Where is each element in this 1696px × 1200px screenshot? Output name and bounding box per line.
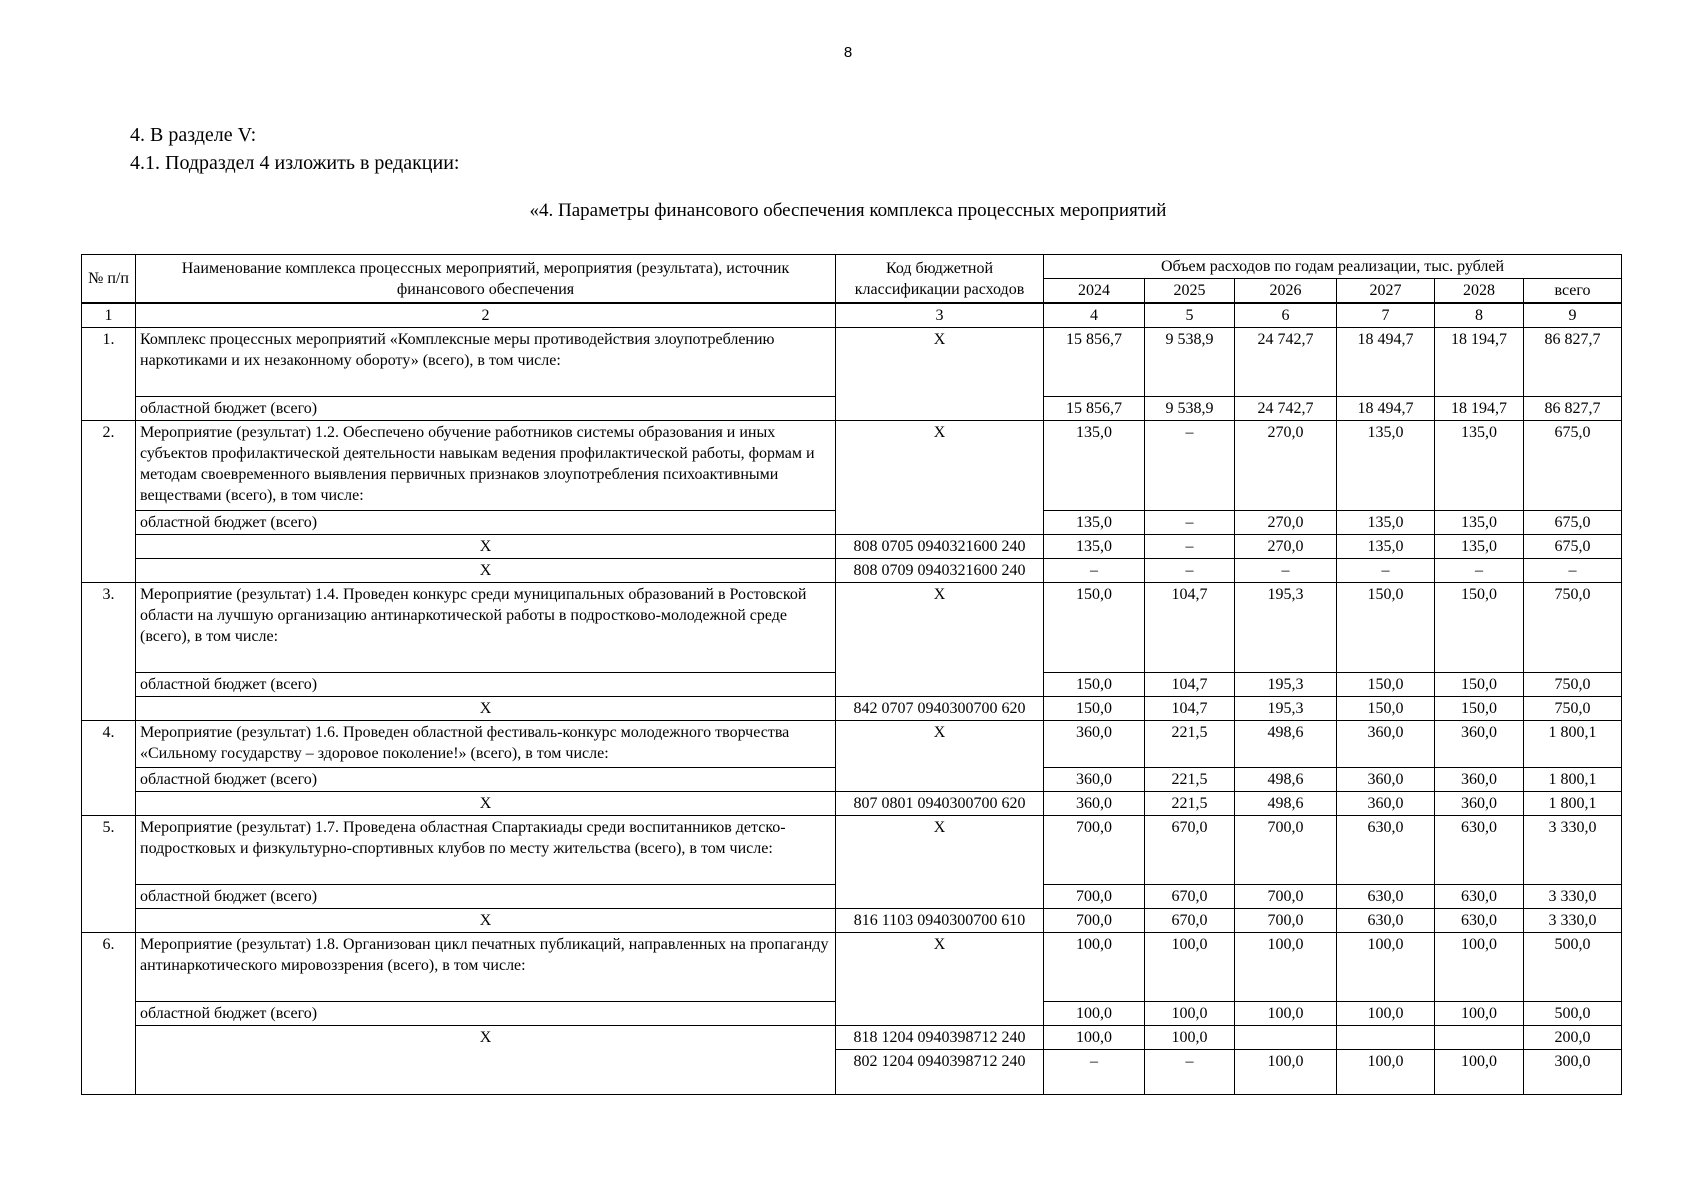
- value-2025: 221,5: [1145, 721, 1235, 768]
- row-name: Мероприятие (результат) 1.2. Обеспечено обучение работников системы образования и иных субъектов профилактической деятельности навыкам ведения профилактической работы, формам и методам своевременного выявления первичных признаков злоупотребления психоактивными веществами (всего), в том числе:: [136, 421, 836, 511]
- table-row: [82, 816, 1622, 885]
- value-total: 1 800,1: [1524, 768, 1622, 792]
- value-2024: 100,0: [1044, 1026, 1145, 1050]
- row-name: Мероприятие (результат) 1.8. Организован цикл печатных публикаций, направленных на пропаганду антинаркотического мировоззрения (всего), в том числе:: [136, 933, 836, 1002]
- value-2027: 100,0: [1337, 933, 1435, 1002]
- value-total: 675,0: [1524, 421, 1622, 511]
- value-2027: 630,0: [1337, 885, 1435, 909]
- row-number: 1.: [82, 328, 136, 421]
- value-2027: 150,0: [1337, 583, 1435, 673]
- value-2026: 498,6: [1235, 721, 1337, 768]
- value-2025: 104,7: [1145, 583, 1235, 673]
- value-2026: 195,3: [1235, 673, 1337, 697]
- value-2025: 221,5: [1145, 792, 1235, 816]
- value-2027: 135,0: [1337, 535, 1435, 559]
- column-number: 3: [836, 303, 1044, 328]
- value-2026: 100,0: [1235, 1050, 1337, 1095]
- table-row: [82, 583, 1622, 673]
- value-2027: 100,0: [1337, 1002, 1435, 1026]
- financing-table: [81, 254, 1622, 1095]
- table-row: [82, 933, 1622, 1002]
- value-2025: 9 538,9: [1145, 397, 1235, 421]
- value-2025: 100,0: [1145, 933, 1235, 1002]
- value-2028: 630,0: [1435, 885, 1524, 909]
- value-2028: –: [1435, 559, 1524, 583]
- value-2027: 360,0: [1337, 721, 1435, 768]
- value-2027: 18 494,7: [1337, 328, 1435, 397]
- value-2026: 498,6: [1235, 768, 1337, 792]
- value-2026: 270,0: [1235, 535, 1337, 559]
- value-2025: 104,7: [1145, 673, 1235, 697]
- row-code: Х: [836, 583, 1044, 697]
- value-total: 300,0: [1524, 1050, 1622, 1095]
- row-name: областной бюджет (всего): [136, 885, 836, 909]
- row-name: Х: [136, 697, 836, 721]
- header-year: 2026: [1235, 279, 1337, 304]
- value-2028: 630,0: [1435, 816, 1524, 885]
- row-name: Мероприятие (результат) 1.6. Проведен областной фестиваль-конкурс молодежного творчества «Сильному государству – здоровое поколение!» (всего), в том числе:: [136, 721, 836, 768]
- value-2024: 360,0: [1044, 768, 1145, 792]
- value-2028: 150,0: [1435, 583, 1524, 673]
- row-number: 3.: [82, 583, 136, 721]
- value-total: 675,0: [1524, 535, 1622, 559]
- value-2026: 100,0: [1235, 933, 1337, 1002]
- row-code: 842 0707 0940300700 620: [836, 697, 1044, 721]
- value-2024: –: [1044, 1050, 1145, 1095]
- row-code: 808 0709 0940321600 240: [836, 559, 1044, 583]
- value-2026: –: [1235, 559, 1337, 583]
- row-name: областной бюджет (всего): [136, 673, 836, 697]
- value-2026: 498,6: [1235, 792, 1337, 816]
- value-2026: [1235, 1026, 1337, 1050]
- value-total: 1 800,1: [1524, 721, 1622, 768]
- column-number: 5: [1145, 303, 1235, 328]
- value-2027: 18 494,7: [1337, 397, 1435, 421]
- table-row: [82, 535, 1622, 559]
- value-2025: 670,0: [1145, 909, 1235, 933]
- column-number: 9: [1524, 303, 1622, 328]
- value-2024: 360,0: [1044, 721, 1145, 768]
- value-2025: –: [1145, 511, 1235, 535]
- intro-line-2: 4.1. Подраздел 4 изложить в редакции:: [130, 152, 460, 174]
- value-2024: 700,0: [1044, 885, 1145, 909]
- header-name: Наименование комплекса процессных мероприятий, мероприятия (результата), источник финансового обеспечения: [136, 255, 836, 304]
- value-2024: 15 856,7: [1044, 397, 1145, 421]
- value-2028: 360,0: [1435, 768, 1524, 792]
- header-year: 2024: [1044, 279, 1145, 304]
- table-row: [82, 421, 1622, 511]
- row-name: Мероприятие (результат) 1.4. Проведен конкурс среди муниципальных образований в Ростовской области на лучшую организацию антинаркотической работы в подростково-молодежной среде (всего), в том числе:: [136, 583, 836, 673]
- table-row: [82, 792, 1622, 816]
- value-2028: 150,0: [1435, 673, 1524, 697]
- value-total: –: [1524, 559, 1622, 583]
- row-name: Х: [136, 535, 836, 559]
- row-name: областной бюджет (всего): [136, 511, 836, 535]
- value-2024: 150,0: [1044, 673, 1145, 697]
- column-number: 7: [1337, 303, 1435, 328]
- row-name: Мероприятие (результат) 1.7. Проведена областная Спартакиады среди воспитанников детско-подростковых и физкультурно-спортивных клубов по месту жительства (всего), в том числе:: [136, 816, 836, 885]
- row-name: Х: [136, 792, 836, 816]
- value-2026: 195,3: [1235, 697, 1337, 721]
- value-total: 500,0: [1524, 933, 1622, 1002]
- value-2024: 15 856,7: [1044, 328, 1145, 397]
- value-2025: 104,7: [1145, 697, 1235, 721]
- value-2024: 100,0: [1044, 1002, 1145, 1026]
- header-year: 2025: [1145, 279, 1235, 304]
- table-body: [82, 328, 1622, 1095]
- value-2025: –: [1145, 559, 1235, 583]
- row-number: 2.: [82, 421, 136, 583]
- value-2028: 630,0: [1435, 909, 1524, 933]
- value-2028: 360,0: [1435, 721, 1524, 768]
- value-2028: 360,0: [1435, 792, 1524, 816]
- value-2026: 700,0: [1235, 885, 1337, 909]
- row-name: Х: [136, 1026, 836, 1095]
- intro-line-1: 4. В разделе V:: [130, 124, 257, 146]
- value-2028: 135,0: [1435, 535, 1524, 559]
- value-2024: 150,0: [1044, 583, 1145, 673]
- value-2025: 100,0: [1145, 1026, 1235, 1050]
- row-name: Х: [136, 559, 836, 583]
- value-2025: 670,0: [1145, 885, 1235, 909]
- table-row: [82, 328, 1622, 397]
- value-2024: 135,0: [1044, 421, 1145, 511]
- header-num: № п/п: [82, 255, 136, 304]
- row-code: 816 1103 0940300700 610: [836, 909, 1044, 933]
- value-2025: 221,5: [1145, 768, 1235, 792]
- value-total: 200,0: [1524, 1026, 1622, 1050]
- header-code: Код бюджетной классификации расходов: [836, 255, 1044, 304]
- header-volume: Объем расходов по годам реализации, тыс. рублей: [1044, 255, 1622, 279]
- value-2028: [1435, 1026, 1524, 1050]
- row-code: 807 0801 0940300700 620: [836, 792, 1044, 816]
- header-year: 2028: [1435, 279, 1524, 304]
- value-2024: 150,0: [1044, 697, 1145, 721]
- value-2026: 100,0: [1235, 1002, 1337, 1026]
- value-2024: 700,0: [1044, 816, 1145, 885]
- value-total: 3 330,0: [1524, 909, 1622, 933]
- value-2028: 18 194,7: [1435, 328, 1524, 397]
- table-row: [82, 721, 1622, 768]
- value-2028: 100,0: [1435, 933, 1524, 1002]
- table-row: [82, 1026, 1622, 1050]
- value-2026: 270,0: [1235, 511, 1337, 535]
- value-2024: 700,0: [1044, 909, 1145, 933]
- row-code: Х: [836, 933, 1044, 1026]
- value-2024: 135,0: [1044, 535, 1145, 559]
- row-name: Комплекс процессных мероприятий «Комплексные меры противодействия злоупотреблению наркотиками и их незаконному обороту» (всего), в том числе:: [136, 328, 836, 397]
- column-number: 6: [1235, 303, 1337, 328]
- value-2026: 24 742,7: [1235, 397, 1337, 421]
- value-2027: 630,0: [1337, 909, 1435, 933]
- value-total: 86 827,7: [1524, 397, 1622, 421]
- value-2025: –: [1145, 535, 1235, 559]
- row-code: Х: [836, 421, 1044, 535]
- value-2026: 195,3: [1235, 583, 1337, 673]
- value-2027: 135,0: [1337, 421, 1435, 511]
- value-2026: 270,0: [1235, 421, 1337, 511]
- value-2025: 100,0: [1145, 1002, 1235, 1026]
- header-year: 2027: [1337, 279, 1435, 304]
- value-2027: 360,0: [1337, 792, 1435, 816]
- row-number: 6.: [82, 933, 136, 1095]
- value-2028: 135,0: [1435, 511, 1524, 535]
- value-total: 3 330,0: [1524, 816, 1622, 885]
- row-code: Х: [836, 328, 1044, 421]
- row-code: Х: [836, 816, 1044, 909]
- value-2024: –: [1044, 559, 1145, 583]
- value-2028: 18 194,7: [1435, 397, 1524, 421]
- value-2027: 150,0: [1337, 673, 1435, 697]
- value-2027: 630,0: [1337, 816, 1435, 885]
- value-total: 3 330,0: [1524, 885, 1622, 909]
- row-name: областной бюджет (всего): [136, 397, 836, 421]
- value-2027: 150,0: [1337, 697, 1435, 721]
- value-2024: 100,0: [1044, 933, 1145, 1002]
- value-total: 750,0: [1524, 697, 1622, 721]
- value-2024: 360,0: [1044, 792, 1145, 816]
- value-2028: 150,0: [1435, 697, 1524, 721]
- value-2028: 100,0: [1435, 1002, 1524, 1026]
- table-row: [82, 909, 1622, 933]
- row-code: 802 1204 0940398712 240: [836, 1050, 1044, 1095]
- value-2026: 700,0: [1235, 909, 1337, 933]
- column-number: 1: [82, 303, 136, 328]
- value-total: 675,0: [1524, 511, 1622, 535]
- row-code: 808 0705 0940321600 240: [836, 535, 1044, 559]
- row-name: областной бюджет (всего): [136, 768, 836, 792]
- row-number: 5.: [82, 816, 136, 933]
- value-total: 1 800,1: [1524, 792, 1622, 816]
- value-total: 86 827,7: [1524, 328, 1622, 397]
- page-number: 8: [843, 44, 853, 61]
- value-total: 750,0: [1524, 583, 1622, 673]
- value-2025: –: [1145, 421, 1235, 511]
- row-code: Х: [836, 721, 1044, 792]
- column-number: 8: [1435, 303, 1524, 328]
- value-2028: 100,0: [1435, 1050, 1524, 1095]
- header-total: всего: [1524, 279, 1622, 304]
- value-2027: 100,0: [1337, 1050, 1435, 1095]
- value-2027: 360,0: [1337, 768, 1435, 792]
- row-code: 818 1204 0940398712 240: [836, 1026, 1044, 1050]
- table-row: [82, 559, 1622, 583]
- table-row: [82, 697, 1622, 721]
- value-2024: 135,0: [1044, 511, 1145, 535]
- value-total: 750,0: [1524, 673, 1622, 697]
- column-number: 4: [1044, 303, 1145, 328]
- value-2026: 700,0: [1235, 816, 1337, 885]
- column-number: 2: [136, 303, 836, 328]
- value-total: 500,0: [1524, 1002, 1622, 1026]
- row-name: Х: [136, 909, 836, 933]
- value-2026: 24 742,7: [1235, 328, 1337, 397]
- row-number: 4.: [82, 721, 136, 816]
- table-title: «4. Параметры финансового обеспечения комплекса процессных мероприятий: [529, 200, 1167, 221]
- value-2025: 670,0: [1145, 816, 1235, 885]
- row-name: областной бюджет (всего): [136, 1002, 836, 1026]
- value-2025: –: [1145, 1050, 1235, 1095]
- value-2025: 9 538,9: [1145, 328, 1235, 397]
- value-2027: 135,0: [1337, 511, 1435, 535]
- value-2028: 135,0: [1435, 421, 1524, 511]
- value-2027: –: [1337, 559, 1435, 583]
- value-2027: [1337, 1026, 1435, 1050]
